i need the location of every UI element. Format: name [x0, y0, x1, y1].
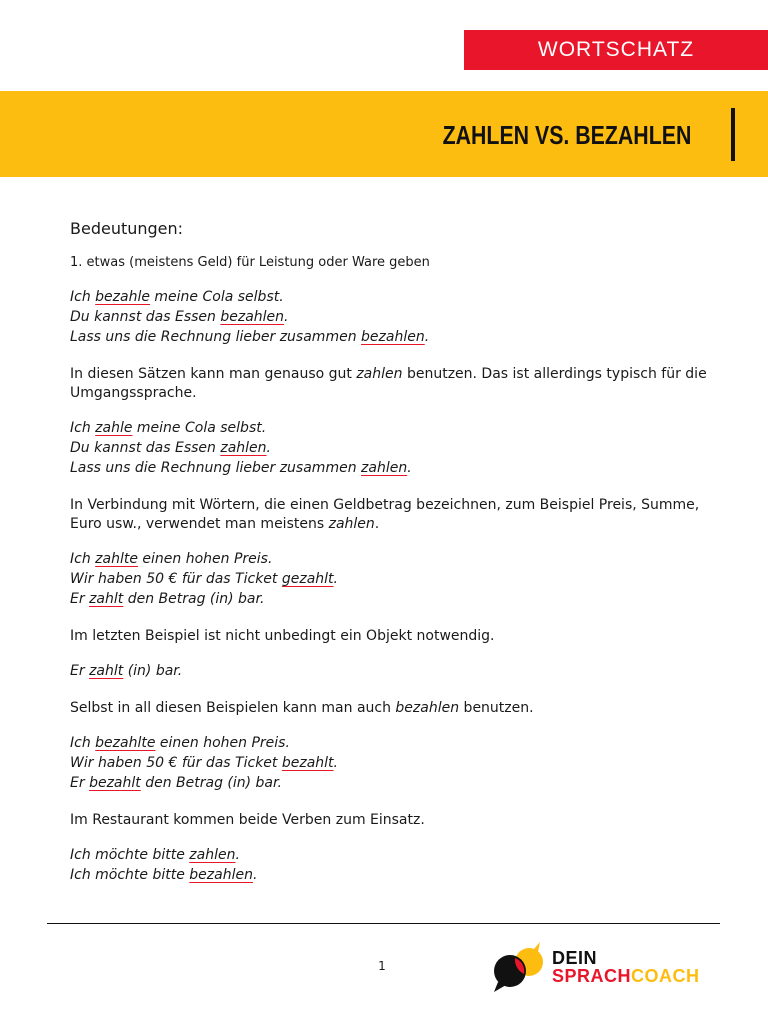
- main-content: [70, 218, 730, 903]
- example-sentence: Du kannst das Essen bezahlen.: [70, 309, 289, 325]
- example-sentence: Ich möchte bitte zahlen.: [70, 847, 240, 863]
- highlighted-verb: zahlt: [89, 591, 124, 607]
- example-sentence: Er bezahlt den Betrag (in) bar.: [70, 775, 282, 791]
- example-sentence: Ich bezahlte einen hohen Preis.: [70, 735, 290, 751]
- example-sentence: Er zahlt den Betrag (in) bar.: [70, 591, 265, 607]
- explanation-paragraph: Im Restaurant kommen beide Verben zum Einsatz.: [70, 812, 425, 828]
- explanation-paragraph: Selbst in all diesen Beispielen kann man auch bezahlen benutzen.: [70, 700, 534, 716]
- brand-line-1: DEIN: [552, 948, 598, 968]
- footer-divider: [47, 923, 720, 924]
- brand-logo: [490, 940, 710, 996]
- example-group: [70, 845, 730, 885]
- category-tag-label: WORTSCHATZ: [537, 38, 695, 61]
- highlighted-verb: zahlt: [89, 663, 124, 679]
- highlighted-verb: zahlen: [189, 847, 236, 863]
- highlighted-verb: zahle: [95, 420, 133, 436]
- section-heading: Bedeutungen:: [70, 219, 184, 238]
- highlighted-verb: bezahlen: [361, 329, 425, 345]
- title-bar-decoration: [731, 108, 735, 161]
- example-sentence: Wir haben 50 € für das Ticket gezahlt.: [70, 571, 338, 587]
- brand-line-2-part-1: SPRACH: [552, 966, 632, 986]
- example-sentence: Ich zahlte einen hohen Preis.: [70, 551, 273, 567]
- highlighted-verb: gezahlt: [281, 571, 334, 587]
- highlighted-verb: bezahlte: [95, 735, 156, 751]
- example-group: [70, 733, 730, 793]
- example-group: [70, 661, 730, 681]
- page-title: ZAHLEN VS. BEZAHLEN: [442, 120, 691, 150]
- speech-bubble-logo-icon: [490, 940, 548, 996]
- highlighted-verb: bezahlen: [220, 309, 285, 325]
- highlighted-verb: bezahlt: [89, 775, 141, 791]
- example-group: [70, 549, 730, 609]
- example-sentence: Ich möchte bitte bezahlen.: [70, 867, 258, 883]
- page-number: 1: [378, 959, 386, 973]
- example-group: [70, 287, 730, 347]
- example-sentence: Lass uns die Rechnung lieber zusammen zahlen.: [70, 460, 412, 476]
- explanation-paragraph: Im letzten Beispiel ist nicht unbedingt ein Objekt notwendig.: [70, 628, 495, 644]
- brand-line-2-part-2: COACH: [631, 966, 700, 986]
- highlighted-verb: bezahlen: [189, 867, 253, 883]
- highlighted-verb: bezahlt: [281, 755, 334, 771]
- example-group: [70, 418, 730, 478]
- title-banner: [0, 91, 768, 177]
- example-sentence: Wir haben 50 € für das Ticket bezahlt.: [70, 755, 338, 771]
- highlighted-verb: bezahle: [95, 289, 150, 305]
- highlighted-verb: zahlen: [220, 440, 267, 456]
- example-sentence: Ich zahle meine Cola selbst.: [70, 420, 267, 436]
- example-sentence: Du kannst das Essen zahlen.: [70, 440, 271, 456]
- meaning-subheading: 1. etwas (meistens Geld) für Leistung oder Ware geben: [70, 255, 430, 270]
- category-tag: [464, 30, 768, 70]
- explanation-paragraph: In Verbindung mit Wörtern, die einen Geldbetrag bezeichnen, zum Beispiel Preis, Summe, Euro usw., verwendet man meistens zahlen.: [70, 497, 700, 532]
- example-sentence: Er zahlt (in) bar.: [70, 663, 183, 679]
- explanation-paragraph: In diesen Sätzen kann man genauso gut zahlen benutzen. Das ist allerdings typisch für die Umgangssprache.: [70, 366, 707, 401]
- highlighted-verb: zahlte: [95, 551, 138, 567]
- example-sentence: Lass uns die Rechnung lieber zusammen bezahlen.: [70, 329, 430, 345]
- example-sentence: Ich bezahle meine Cola selbst.: [70, 289, 284, 305]
- brand-wordmark: [552, 949, 700, 985]
- highlighted-verb: zahlen: [361, 460, 408, 476]
